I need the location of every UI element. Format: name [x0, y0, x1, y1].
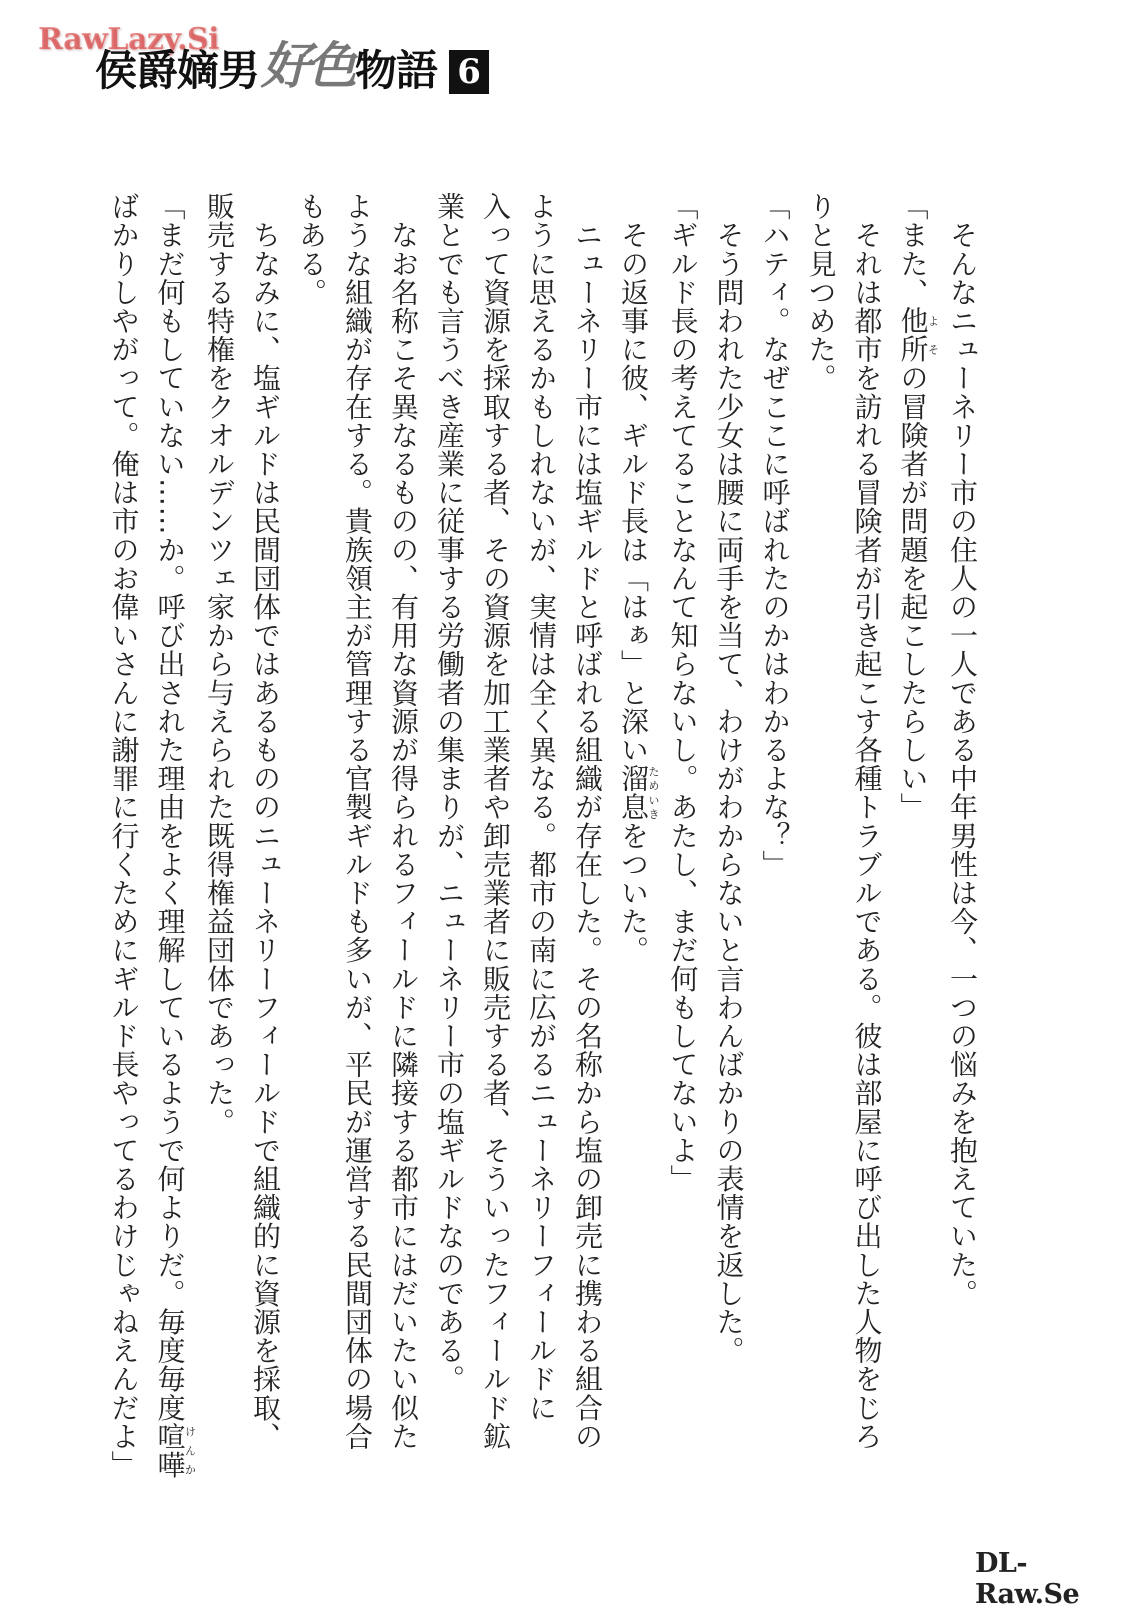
text-segment: ニューネリー市には塩ギルドと呼ばれる組織が存在した。その名称から塩の卸売に携わる組合の [571, 192, 604, 1451]
text-line [242, 192, 288, 1451]
text-line [101, 192, 147, 1479]
text-segment: その返事に彼、ギルド長は「はぁ」と深い [617, 192, 650, 764]
text-segment: ばかりしやがって。俺は市のお偉いさんに謝罪に行くためにギルド長やってるわけじゃねえんだよ」 [107, 192, 141, 1479]
text-line [147, 192, 197, 1480]
text-line [752, 192, 798, 1442]
text-segment: ように思えるかもしれないが、実情は全く異なる。都市の南に広がるニューネリーフィールドに [525, 192, 558, 1422]
text-segment: りと見つめた。 [804, 192, 838, 393]
ruby-word [153, 1421, 197, 1480]
text-line [196, 192, 242, 1442]
text-segment: 「ハティ。なぜここに呼ばれたのかはわかるよな？」 [758, 192, 792, 879]
text-segment: なお名称こそ異なるものの、有用な資源が得られるフィールドに隣接する都市にはだいたい似た [387, 192, 420, 1451]
text-segment: 「ギルド長の考えてることなんて知らないし。あたし、まだ何もしてないよ」 [666, 192, 700, 1193]
text-segment: 販売する特権をクオルデンツェ家から与えられた既得権益団体であった。 [203, 192, 236, 1136]
ruby-word [896, 306, 940, 364]
text-line [472, 192, 518, 1451]
text-line [706, 192, 752, 1442]
text-segment: 入って資源を採取する者、その資源を加工業者や卸売業者に販売する者、そういったフィールド鉱 [479, 192, 512, 1451]
text-line [798, 192, 844, 1442]
ruby-reading: よそ [926, 306, 940, 364]
ruby-reading: ためいき [647, 764, 660, 822]
text-line [334, 192, 380, 1451]
text-segment: をついた。 [617, 821, 650, 965]
watermark-top: RawLazy.Si [38, 22, 219, 57]
ruby-base: 他所 [896, 306, 930, 364]
text-segment: それは都市を訪れる冒険者が引き起こす各種トラブルである。彼は部屋に呼び出した人物をじろ [850, 192, 884, 1451]
novel-body-text [101, 192, 986, 1480]
title-part-2: 好色 [261, 36, 354, 95]
ruby-word [617, 764, 660, 822]
text-segment: そう問われた少女は腰に両手を当て、わけがわからないと言わんばかりの表情を返した。 [712, 192, 746, 1365]
title-part-1: 侯爵嫡男 [95, 46, 260, 95]
text-line [518, 192, 564, 1442]
text-segment: もある。 [295, 192, 328, 307]
text-line [890, 192, 940, 1442]
text-line [844, 192, 890, 1451]
text-segment: ような組織が存在する。貴族領主が管理する官製ギルドも多いが、平民が運営する民間団体の場合 [341, 192, 374, 1451]
watermark-bottom: DL-Raw.Se [975, 1548, 1080, 1610]
text-segment: そんなニューネリー市の住人の一人である中年男性は今、一つの悩みを抱えていた。 [946, 192, 979, 1308]
ruby-base: 溜息 [617, 764, 650, 822]
text-line [939, 192, 985, 1442]
text-segment: の冒険者が問題を起こしたらしい」 [896, 363, 930, 822]
text-segment: 「まだ何もしていない……か。呼び出された理由をよく理解しているようで何よりだ。毎度毎度 [153, 192, 187, 1422]
book-title-header [95, 38, 489, 98]
text-segment: 「また、 [896, 192, 930, 307]
text-line [380, 192, 426, 1451]
text-line [660, 192, 706, 1442]
text-line [610, 192, 660, 1442]
text-line [426, 192, 472, 1442]
ruby-reading: けんか [183, 1421, 197, 1480]
text-segment: 業とでも言うべき産業に従事する労働者の集まりが、ニューネリー市の塩ギルドなのである。 [433, 192, 466, 1394]
text-line [564, 192, 610, 1451]
text-segment: ちなみに、塩ギルドは民間団体ではあるもののニューネリーフィールドで組織的に資源を採取、 [249, 192, 282, 1451]
volume-badge: 6 [449, 50, 489, 94]
ruby-base: 喧嘩 [153, 1421, 187, 1480]
title-part-3: 物語 [355, 46, 438, 95]
text-line [288, 192, 334, 1442]
